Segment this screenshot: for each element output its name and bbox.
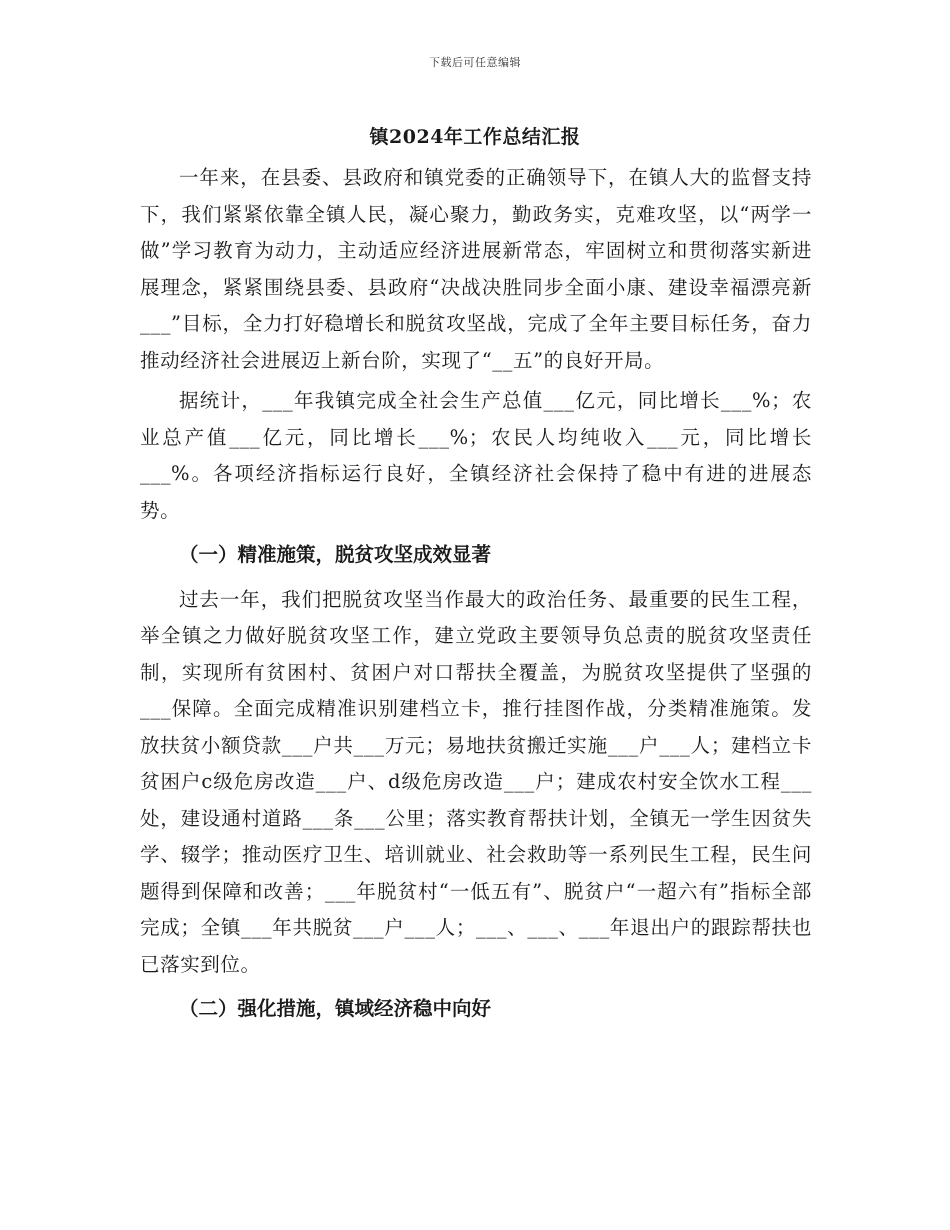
section-1-heading: （一）精准施策，脱贫攻坚成效显著 [179, 543, 492, 566]
section-2-heading: （二）强化措施，镇域经济稳中向好 [179, 997, 492, 1020]
statistics-paragraph: 据统计，___年我镇完成全社会生产总值___亿元，同比增长___%；农业总产值___亿元，同比增长___%；农民人均纯收入___元，同比增长___%。各项经济指标运行良好，全镇经济社会保持了稳中有进的进展态势。 [140, 389, 812, 522]
section-1-paragraph: 过去一年，我们把脱贫攻坚当作最大的政治任务、最重要的民生工程，举全镇之力做好脱贫攻坚工作，建立党政主要领导负总责的脱贫攻坚责任制，实现所有贫困村、贫困户对口帮扶全覆盖，为脱贫攻坚提供了坚强的___保障。全面完成精准识别建档立卡，推行挂图作战，分类精准施策。发放扶贫小额贷款___户共___万元；易地扶贫搬迁实施___户___人；建档立卡贫困户c级危房改造___户、d级危房改造___户；建成农村安全饮水工程___处，建设通村道路___条___公里；落实教育帮扶计划，全镇无一学生因贫失学、辍学；推动医疗卫生、培训就业、社会救助等一系列民生工程，民生问题得到保障和改善；___年脱贫村“一低五有”、脱贫户“一超六有”指标全部完成；全镇___年共脱贫___户___人；___、___、___年退出户的跟踪帮扶也已落实到位。 [140, 587, 812, 976]
document-title: 镇2024年工作总结汇报 [369, 126, 581, 148]
document-body [140, 160, 812, 1036]
intro-paragraph: 一年来，在县委、县政府和镇党委的正确领导下，在镇人大的监督支持下，我们紧紧依靠全镇人民，凝心聚力，勤政务实，克难攻坚，以“两学一做”学习教育为动力，主动适应经济进展新常态，牢固树立和贯彻落实新进展理念，紧紧围绕县委、县政府“决战决胜同步全面小康、建设幸福漂亮新___”目标，全力打好稳增长和脱贫攻坚战，完成了全年主要目标任务，奋力推动经济社会进展迈上新台阶，实现了“__五”的良好开局。 [140, 166, 812, 372]
page-header-note: 下载后可任意编辑 [429, 56, 521, 69]
